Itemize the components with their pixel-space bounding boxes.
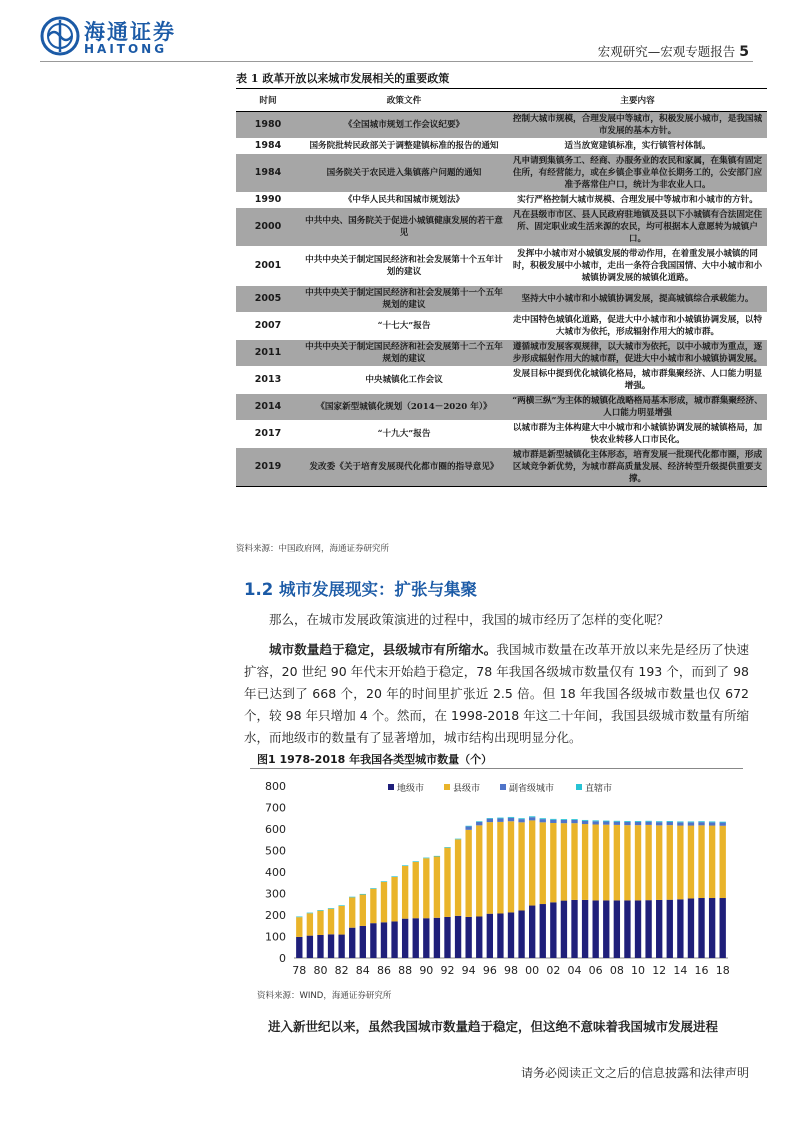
cell-year: 2013 — [236, 367, 300, 394]
bar-segment — [709, 898, 715, 958]
bar-segment — [540, 819, 546, 822]
bar-segment — [656, 900, 662, 958]
footer-disclaimer: 请务必阅读正文之后的信息披露和法律声明 — [520, 1066, 749, 1080]
bar-segment — [360, 926, 366, 958]
paragraph-conclusion: 进入新世纪以来，虽然我国城市数量趋于稳定，但这绝不意味着我国城市发展进程 — [268, 1019, 719, 1034]
bar-segment — [667, 825, 673, 900]
section-number: 1.2 — [244, 580, 274, 599]
col-header-year: 时间 — [236, 89, 300, 112]
bar-segment — [497, 818, 503, 821]
cell-content: 凡申请到集镇务工、经商、办服务业的农民和家属，在集镇有固定住所，有经营能力，或在乡镇企事业单位长期务工的，公安部门应准予落常住户口，统计为非农业人口。 — [508, 154, 767, 193]
table-row — [236, 313, 767, 340]
header-title — [598, 42, 749, 60]
bar-segment — [582, 900, 588, 958]
bar-segment — [381, 881, 387, 882]
bar-segment — [465, 917, 471, 958]
bar-segment — [561, 819, 567, 820]
bar-segment — [635, 821, 641, 822]
cell-content: 遵循城市发展客观规律，以大城市为依托，以中小城市为重点，逐步形成辐射作用大的城市群，促进大中小城市和小城镇协调发展。 — [508, 340, 767, 367]
table-row — [236, 247, 767, 286]
bar-segment — [434, 856, 440, 857]
bar-segment — [338, 906, 344, 935]
bar-segment — [317, 935, 323, 958]
bar-segment — [614, 900, 620, 958]
y-tick-label: 700 — [265, 801, 286, 815]
bar-segment — [476, 917, 482, 958]
logo-text-en: HAITONG — [84, 42, 168, 56]
bar-segment — [720, 826, 726, 898]
bar-segment — [603, 821, 609, 822]
bar-segment — [296, 937, 302, 958]
table-row — [236, 394, 767, 421]
cell-year: 1990 — [236, 193, 300, 208]
paragraph-city-count — [244, 639, 749, 749]
cell-year: 2001 — [236, 247, 300, 286]
x-tick-label: 82 — [334, 964, 349, 977]
bar-segment — [688, 826, 694, 899]
bar-segment — [582, 821, 588, 824]
y-tick-label: 800 — [265, 780, 286, 793]
bar-segment — [645, 825, 651, 900]
bar-segment — [307, 913, 313, 935]
legend-label: 县级市 — [453, 784, 481, 794]
cell-content: 控制大城市规模，合理发展中等城市，积极发展小城市，是我国城市发展的基本方针。 — [508, 112, 767, 139]
table-row — [236, 421, 767, 448]
bar-segment — [550, 823, 556, 902]
bar-segment — [360, 895, 366, 926]
bar-segment — [370, 923, 376, 958]
section-heading: 城市发展现实：扩张与集聚 — [278, 580, 477, 599]
bar-segment — [614, 821, 620, 822]
bar-segment — [338, 905, 344, 906]
section-title — [244, 576, 477, 600]
table-row — [236, 112, 767, 139]
haitong-logo — [40, 14, 200, 58]
bar-segment — [677, 821, 683, 822]
cell-document: 中共中央关于制定国民经济和社会发展第十二个五年规划的建议 — [300, 340, 508, 367]
bar-segment — [497, 818, 503, 819]
bar-segment — [317, 911, 323, 935]
bar-segment — [624, 825, 630, 900]
cell-year: 1984 — [236, 154, 300, 193]
bar-segment — [423, 858, 429, 918]
x-tick-label: 02 — [546, 964, 561, 977]
bar-segment — [349, 897, 355, 927]
cell-content: 发挥中小城市对小城镇发展的带动作用，在着重发展小城镇的同时，积极发展中小城市，走出一条符合我国国情、大中小城市和小城镇协调发展的城镇化道路。 — [508, 247, 767, 286]
bar-segment — [497, 822, 503, 914]
table-row — [236, 154, 767, 193]
legend-swatch — [444, 784, 450, 790]
cell-document: 《全国城市规划工作会议纪要》 — [300, 112, 508, 139]
bar-segment — [444, 847, 450, 848]
x-tick-label: 92 — [440, 964, 455, 977]
bar-segment — [476, 821, 482, 822]
bar-segment — [571, 820, 577, 823]
x-tick-label: 90 — [419, 964, 434, 977]
x-tick-label: 16 — [694, 964, 709, 977]
col-header-content: 主要内容 — [508, 89, 767, 112]
bar-segment — [645, 822, 651, 825]
bar-segment — [540, 822, 546, 904]
bar-segment — [476, 822, 482, 825]
cell-document: 中共中央关于制定国民经济和社会发展第十一个五年规划的建议 — [300, 286, 508, 313]
bar-segment — [338, 935, 344, 958]
paragraph-lead: 城市数量趋于稳定，县级城市有所缩水。 — [269, 642, 497, 657]
bar-segment — [413, 862, 419, 918]
bar-segment — [402, 866, 408, 919]
bar-segment — [317, 910, 323, 911]
cell-document: 国务院关于农民进入集镇落户问题的通知 — [300, 154, 508, 193]
bar-segment — [688, 898, 694, 958]
bar-segment — [381, 882, 387, 922]
cell-content: “两横三纵”为主体的城镇化战略格局基本形成，城市群集聚经济、人口能力明显增强 — [508, 394, 767, 421]
bar-segment — [455, 839, 461, 916]
legend-swatch — [576, 784, 582, 790]
bar-segment — [465, 826, 471, 827]
bar-segment — [698, 825, 704, 898]
bar-segment — [635, 900, 641, 958]
x-tick-label: 10 — [631, 964, 646, 977]
paragraph-intro: 那么，在城市发展政策演进的过程中，我国的城市经历了怎样的变化呢？ — [269, 612, 670, 627]
bar-segment — [487, 818, 493, 819]
bar-segment — [540, 904, 546, 958]
bar-segment — [656, 825, 662, 900]
legend-swatch — [388, 784, 394, 790]
bar-segment — [614, 825, 620, 900]
bar-segment — [593, 900, 599, 958]
bar-segment — [698, 822, 704, 825]
bar-segment — [307, 936, 313, 958]
bar-segment — [328, 909, 334, 935]
bar-segment — [571, 823, 577, 900]
bar-segment — [677, 826, 683, 900]
logo-text-cn: 海通证券 — [84, 19, 176, 44]
cell-content: 坚持大中小城市和小城镇协调发展，提高城镇综合承载能力。 — [508, 286, 767, 313]
table-body — [236, 112, 767, 487]
x-tick-label: 98 — [504, 964, 518, 977]
cell-content: 走中国特色城镇化道路，促进大中小城市和小城镇协调发展，以特大城市为依托，形成辐射作用大的城市群。 — [508, 313, 767, 340]
bar-segment — [328, 934, 334, 958]
cell-year: 2019 — [236, 448, 300, 487]
bar-segment — [402, 865, 408, 866]
bar-segment — [508, 817, 514, 818]
table-row — [236, 340, 767, 367]
bar-segment — [296, 917, 302, 918]
bar-segment — [698, 821, 704, 822]
bar-segment — [593, 824, 599, 900]
page-number: 5 — [739, 44, 749, 60]
policy-table — [236, 88, 767, 487]
bar-segment — [677, 899, 683, 958]
bar-segment — [677, 822, 683, 825]
bar-segment — [476, 825, 482, 916]
cell-year: 1984 — [236, 139, 300, 154]
bar-segment — [550, 902, 556, 958]
bar-segment — [582, 824, 588, 900]
bar-segment — [413, 918, 419, 958]
table-header-row — [236, 89, 767, 112]
bar-segment — [487, 822, 493, 914]
y-tick-label: 500 — [265, 844, 286, 858]
table-source: 资料来源：中国政府网，海通证券研究所 — [236, 544, 390, 554]
bar-segment — [645, 821, 651, 822]
header-divider — [40, 61, 753, 62]
chart-caption: 图1 1978-2018 年我国各类型城市数量（个） — [257, 753, 493, 766]
bar-segment — [656, 822, 662, 825]
bar-segment — [614, 822, 620, 825]
x-tick-label: 78 — [292, 964, 307, 977]
bar-segment — [720, 823, 726, 826]
bar-segment — [497, 914, 503, 959]
bar-segment — [688, 822, 694, 825]
bar-segment — [518, 822, 524, 910]
x-tick-label: 06 — [588, 964, 603, 977]
y-tick-label: 300 — [265, 887, 286, 901]
table-caption: 表 1 政革开放以来城市发展相关的重要政策 — [236, 72, 450, 85]
bar-segment — [667, 821, 673, 822]
cell-document: 中共中央关于制定国民经济和社会发展第十个五年计划的建议 — [300, 247, 508, 286]
bar-segment — [571, 819, 577, 820]
table-row — [236, 286, 767, 313]
bar-segment — [624, 821, 630, 822]
bar-segment — [508, 821, 514, 912]
table-row — [236, 448, 767, 487]
legend-label: 直辖市 — [585, 784, 613, 794]
x-tick-label: 94 — [461, 964, 476, 977]
bar-segment — [709, 822, 715, 825]
bar-segment — [529, 816, 535, 817]
bar-segment — [434, 918, 440, 958]
table-row — [236, 208, 767, 247]
cell-content: 发展目标中提到优化城镇化格局，城市群集聚经济、人口能力明显增强。 — [508, 367, 767, 394]
bar-segment — [656, 821, 662, 822]
bar-segment — [688, 821, 694, 822]
bar-segment — [518, 818, 524, 819]
bar-segment — [465, 830, 471, 917]
bar-segment — [624, 822, 630, 825]
x-tick-label: 12 — [652, 964, 667, 977]
table-row — [236, 139, 767, 154]
bar-segment — [487, 914, 493, 958]
bar-segment — [645, 900, 651, 958]
cell-content: 适当放宽建镇标准，实行镇管村体制。 — [508, 139, 767, 154]
x-tick-label: 84 — [355, 964, 370, 977]
bar-segment — [487, 819, 493, 822]
cell-year: 2014 — [236, 394, 300, 421]
bar-segment — [698, 898, 704, 958]
x-tick-label: 86 — [376, 964, 391, 977]
report-type: 宏观研究—宏观专题报告 — [597, 44, 736, 59]
bar-segment — [550, 820, 556, 823]
bar-segment — [444, 848, 450, 917]
legend-label: 地级市 — [397, 784, 425, 794]
bar-segment — [423, 858, 429, 859]
bar-segment — [720, 822, 726, 823]
bar-segment — [508, 818, 514, 821]
bar-segment — [561, 820, 567, 823]
cell-document: 《国家新型城镇化规划（2014－2020 年）》 — [300, 394, 508, 421]
bar-segment — [603, 900, 609, 958]
chart-source: 资料来源：WIND，海通证券研究所 — [257, 991, 392, 1001]
bar-segment — [709, 826, 715, 898]
bar-segment — [444, 917, 450, 958]
bar-segment — [508, 912, 514, 958]
haitong-emblem-icon — [40, 16, 80, 56]
bar-segment — [667, 822, 673, 825]
bar-segment — [455, 839, 461, 840]
cell-year: 2005 — [236, 286, 300, 313]
table-row — [236, 193, 767, 208]
bar-segment — [349, 897, 355, 898]
bar-segment — [296, 917, 302, 937]
cell-year: 1980 — [236, 112, 300, 139]
bar-segment — [381, 922, 387, 958]
cell-content: 实行严格控制大城市规模、合理发展中等城市和小城市的方针。 — [508, 193, 767, 208]
bar-segment — [423, 918, 429, 958]
y-tick-label: 100 — [265, 930, 286, 944]
cell-document: “十七大”报告 — [300, 313, 508, 340]
bar-segment — [561, 823, 567, 900]
cell-document: 国务院批转民政部关于调整建镇标准的报告的通知 — [300, 139, 508, 154]
bar-segment — [529, 820, 535, 905]
bar-segment — [635, 822, 641, 825]
bar-segment — [391, 921, 397, 958]
x-tick-label: 04 — [567, 964, 582, 977]
bar-segment — [370, 888, 376, 889]
cell-document: 中共中央、国务院关于促进小城镇健康发展的若干意见 — [300, 208, 508, 247]
cell-document: 发改委《关于培育发展现代化都市圈的指导意见》 — [300, 448, 508, 487]
paragraph-body: 我国城市数量在改革开放以来先是经历了快速扩容，20 世纪 90 年代末开始趋于稳定，78 年我国各级城市数量仅有 193 个，而到了 98 年已达到了 668 个，20 年的时间里扩张近 2.5 倍。但 18 年我国各级城市数量也仅 672 个，较 98 年只增加 4 个。然而，在 1998-2018 年这二十年间，我国县级城市数量有所缩水，而地级市的数量有了显著增加，城市结构出现明显分化。 — [244, 642, 749, 745]
cell-document: 《中华人民共和国城市规划法》 — [300, 193, 508, 208]
x-tick-label: 80 — [313, 964, 328, 977]
cell-year: 2007 — [236, 313, 300, 340]
y-tick-label: 600 — [265, 823, 286, 836]
col-header-document: 政策文件 — [300, 89, 508, 112]
bar-segment — [455, 916, 461, 958]
city-count-chart — [250, 772, 740, 984]
bar-segment — [391, 877, 397, 922]
bar-segment — [518, 819, 524, 822]
y-tick-label: 400 — [265, 866, 286, 879]
bar-segment — [518, 910, 524, 958]
bar-segment — [540, 818, 546, 819]
table-row — [236, 367, 767, 394]
bar-segment — [635, 825, 641, 900]
y-tick-label: 0 — [279, 952, 286, 965]
bar-segment — [593, 820, 599, 821]
bar-segment — [561, 901, 567, 958]
bar-segment — [328, 908, 334, 909]
bar-segment — [603, 825, 609, 901]
cell-year: 2011 — [236, 340, 300, 367]
bar-segment — [434, 857, 440, 918]
bar-segment — [370, 889, 376, 923]
x-tick-label: 96 — [482, 964, 497, 977]
bar-segment — [582, 820, 588, 821]
bar-segment — [603, 821, 609, 824]
cell-document: 中央城镇化工作会议 — [300, 367, 508, 394]
bar-segment — [624, 900, 630, 958]
bar-segment — [720, 898, 726, 958]
bar-segment — [349, 928, 355, 958]
legend-swatch — [500, 784, 506, 790]
legend-label: 副省级城市 — [509, 784, 555, 794]
cell-content: 城市群是新型城镇化主体形态，培育发展一批现代化都市圈，形成区域竞争新优势，为城市群高质量发展、经济转型升级提供重要支撑。 — [508, 448, 767, 487]
cell-document: “十九大”报告 — [300, 421, 508, 448]
x-tick-label: 00 — [525, 964, 540, 977]
bar-segment — [465, 826, 471, 829]
bar-segment — [550, 819, 556, 820]
bar-segment — [360, 894, 366, 895]
bar-segment — [593, 821, 599, 824]
x-tick-label: 18 — [715, 964, 730, 977]
bar-segment — [413, 861, 419, 862]
x-tick-label: 14 — [673, 964, 688, 977]
bar-segment — [529, 817, 535, 820]
bar-segment — [307, 913, 313, 914]
x-tick-label: 08 — [609, 964, 624, 977]
bar-segment — [709, 821, 715, 822]
cell-year: 2017 — [236, 421, 300, 448]
bar-segment — [402, 919, 408, 958]
y-tick-label: 200 — [265, 909, 286, 922]
cell-content: 凡在县级市市区、县人民政府驻地镇及县以下小城镇有合法固定住所、固定职业或生活来源的农民，均可根据本人意愿转为城镇户口。 — [508, 208, 767, 247]
bar-segment — [571, 900, 577, 958]
bar-segment — [667, 900, 673, 958]
bar-segment — [529, 906, 535, 958]
bar-segment — [391, 876, 397, 877]
chart-divider — [250, 768, 743, 769]
cell-content: 以城市群为主体构建大中小城市和小城镇协调发展的城镇格局，加快农业转移人口市民化。 — [508, 421, 767, 448]
cell-year: 2000 — [236, 208, 300, 247]
x-tick-label: 88 — [398, 964, 413, 977]
